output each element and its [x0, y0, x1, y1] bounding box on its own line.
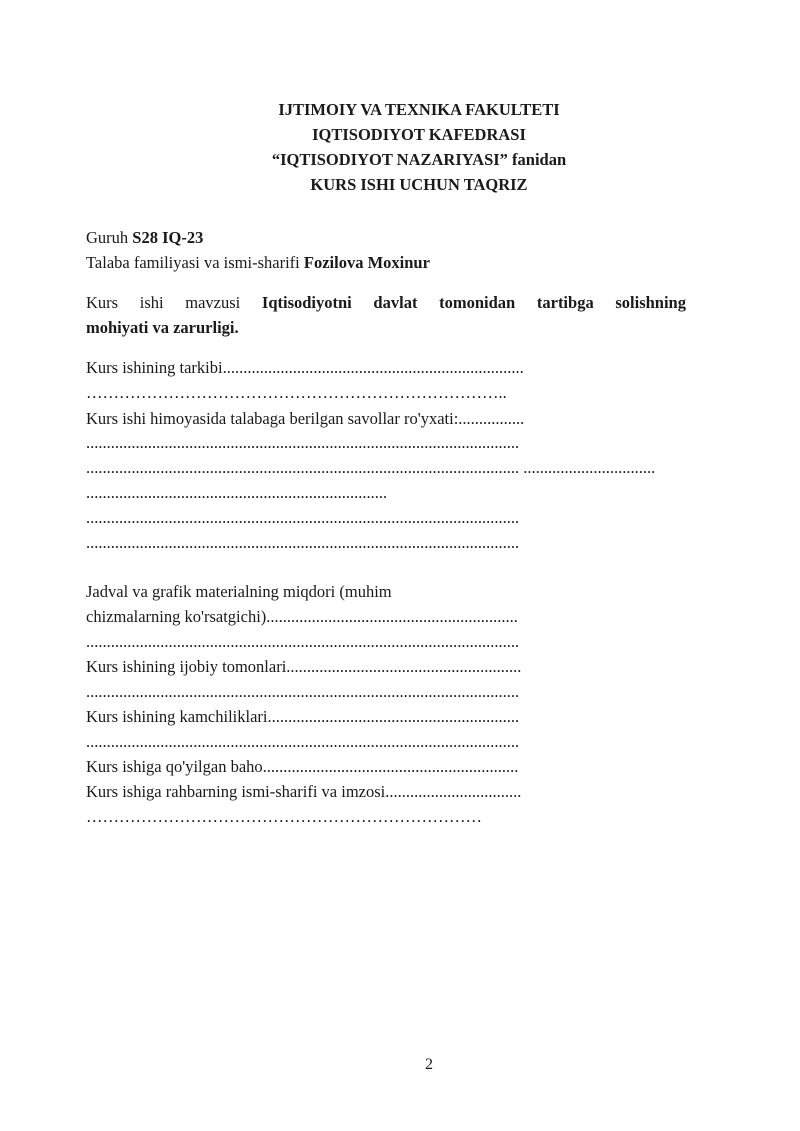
group-line [86, 228, 203, 248]
structure-fill-line: ………………………………………………………………….. [86, 383, 507, 402]
question-line: ......................................................................................................... ................................ [86, 458, 656, 477]
questions-field: Kurs ishi himoyasida talabaga berilgan savollar ro'yxati:................ [86, 409, 525, 428]
question-line: ......................................................................................................... [86, 533, 520, 552]
page-number: 2 [425, 1056, 433, 1073]
question-line: ......................................................................... [86, 483, 388, 502]
supervisor-field: Kurs ishiga rahbarning ismi-sharifi va imzosi................................. [86, 782, 522, 801]
group-value: S28 IQ-23 [132, 228, 204, 247]
student-label: Talaba familiyasi va ismi-sharifi [86, 253, 304, 272]
department-title: IQTISODIYOT KAFEDRASI [312, 125, 526, 144]
topic-label: Kurs ishi mavzusi [86, 293, 262, 312]
structure-field: Kurs ishining tarkibi......................................................................... [86, 358, 524, 377]
tables-fill-line: ......................................................................................................... [86, 632, 520, 651]
subject-title: “IQTISODIYOT NAZARIYASI” fanidan [271, 150, 567, 169]
review-title: KURS ISHI UCHUN TAQRIZ [310, 175, 528, 194]
topic-value-line1: Iqtisodiyotni davlat tomonidan tartibga solishning [261, 293, 686, 312]
positive-fill-line: ......................................................................................................... [86, 682, 520, 701]
student-name: Fozilova Moxinur [303, 253, 430, 272]
tables-field-line2: chizmalarning ko'rsatgichi)............................................................. [86, 607, 518, 626]
grade-field: Kurs ishiga qo'yilgan baho.............................................................. [86, 757, 519, 776]
topic-value-line2: mohiyati va zarurligi. [86, 318, 239, 337]
positive-field: Kurs ishining ijobiy tomonlari......................................................... [86, 657, 522, 676]
question-line: ......................................................................................................... [86, 433, 520, 452]
shortcomings-field: Kurs ishining kamchiliklari............................................................. [86, 707, 520, 726]
shortcomings-fill-line: ......................................................................................................... [86, 732, 520, 751]
faculty-title: IJTIMOIY VA TEXNIKA FAKULTETI [278, 100, 560, 119]
topic-line [86, 293, 686, 313]
tables-field-line1: Jadval va grafik materialning miqdori (muhim [86, 582, 392, 601]
student-line [86, 253, 430, 273]
supervisor-fill-line: ……………………………………………………………… [86, 807, 482, 826]
question-line: ......................................................................................................... [86, 508, 520, 527]
group-label: Guruh [86, 228, 133, 247]
